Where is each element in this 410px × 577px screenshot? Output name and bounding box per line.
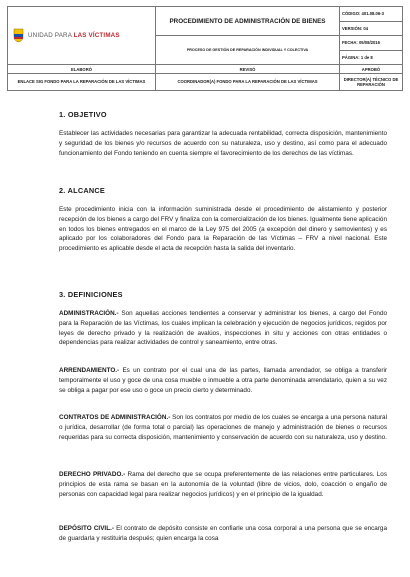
col-reviso: REVISÓ — [156, 65, 340, 73]
reviso-value: COORDINADOR(A) FONDO PARA LA REPARACIÓN DE LAS VÍCTIMAS — [156, 74, 340, 90]
logo-prefix: UNIDAD PARA — [28, 32, 74, 39]
elaboro-value: ENLACE SIG FONDO PARA LA REPARACIÓN DE LAS VÍCTIMAS — [8, 74, 156, 90]
definition-text: Son los contratos por medio de los cuales se encarga a una persona natural o jurídica, desarrollar (de forma total o parcial) las operaciones de manejo y administración de bienes o recursos requeridas para su correcta disposición, mantenimiento y conservación de acuerdo con su naturaleza, uso y destino. — [59, 414, 387, 441]
section-text-alcance: Este procedimiento inicia con la información suministrada desde el procedimiento de alistamiento y posterior recepción de los bienes a cargo del FRV y finaliza con la comercialización de los bienes. Igualmente tiene aplicación en todos los bienes entregados en el marco de la Ley 975 del 2005 (a excepción del dinero y semovientes) y es aplicado por los colaboradores del Fondo para la Reparación de las Víctimas – FRV a nivel nacional. Este procedimiento es aplicable desde el acta de recepción hasta la salida del inventario. — [59, 206, 387, 252]
definition-contratos — [59, 413, 387, 442]
definition-administracion — [59, 309, 387, 348]
document-header-table — [7, 6, 403, 91]
definition-text: Rama del derecho que se ocupa preferentemente de las relaciones entre particulares. Los principios de esta rama se basan en la autonomía de la voluntad (libre de vicios, dolo, coacción o engaño de personas con capacidad legal para realizar negocios jurídicos) y en el principio de la igualdad. — [59, 471, 387, 498]
section-text-objetivo: Establecer las actividades necesarias para garantizar la adecuada rentabilidad, correcta disposición, mantenimiento y seguridad de los bienes y/o recursos de acuerdo con su naturaleza, uso y destino, así como para el adecuado funcionamiento del Fondo teniendo en cuenta siempre el favorecimiento de los derechos de las víctimas. — [59, 130, 387, 157]
definition-term: CONTRATOS DE ADMINISTRACIÓN.- — [59, 414, 171, 421]
col-aprobo: APROBÓ — [361, 66, 381, 72]
definition-text: Es un contrato por el cual una de las partes, llamada arrendador, se obliga a transferir temporalmente el uso y goce de una cosa mueble o inmueble a otra parte denominada arrendatario, quien a su vez se obliga a pagar por ese uso o goce un precio cierto y determinado. — [59, 367, 387, 394]
document-page-number: PÁGINA: 1 de 8 — [342, 54, 373, 60]
coat-of-arms-icon — [13, 28, 24, 43]
definition-deposito-civil — [59, 524, 387, 544]
aprobo-value: DIRECTOR(A) TÉCNICO DE REPARACIÓN — [343, 76, 399, 87]
definition-text: El contrato de depósito consiste en confiarle una cosa corporal a una persona que se encarga de guardarla y restituirla después; quien encarga la cosa — [59, 525, 387, 542]
logo — [8, 7, 156, 64]
section-heading-alcance: 2. ALCANCE — [59, 186, 106, 195]
document-title: PROCEDIMIENTO DE ADMINISTRACIÓN DE BIENES — [156, 7, 339, 36]
definition-term: DEPÓSITO CIVIL.- — [59, 525, 114, 532]
definition-derecho-privado — [59, 470, 387, 499]
document-date: FECHA: 05/08/2016 — [340, 36, 402, 51]
section-heading-definiciones: 3. DEFINICIONES — [59, 290, 123, 299]
section-heading-objetivo: 1. OBJETIVO — [59, 110, 107, 119]
logo-highlight: LAS VÍCTIMAS — [73, 32, 120, 39]
col-elaboro: ELABORÓ — [8, 65, 156, 73]
definition-term: DERECHO PRIVADO.- — [59, 471, 126, 478]
document-code: CÓDIGO: 401.08.06-3 — [340, 7, 402, 22]
definition-term: ARRENDAMIENTO.- — [59, 367, 120, 374]
document-subtitle: PROCESO DE GESTIÓN DE REPARACIÓN INDIVIDUAL Y COLECTIVA — [186, 48, 309, 52]
document-version: VERSIÓN: 04 — [340, 22, 402, 37]
definition-arrendamiento — [59, 366, 387, 395]
definition-text: Son aquellas acciones tendientes a conservar y administrar los bienes, a cargo del Fondo para la Reparación de las Víctimas, los cuales implican la celebración y ejecución de negocios jurídicos, regidos por leyes de derecho privado y la realización de avalúos, inspecciones in situ y acciones con otras entidades o dependencias para realizar actividades de control y saneamiento, entre otras. — [59, 310, 387, 347]
definition-term: ADMINISTRACIÓN.- — [59, 310, 119, 317]
